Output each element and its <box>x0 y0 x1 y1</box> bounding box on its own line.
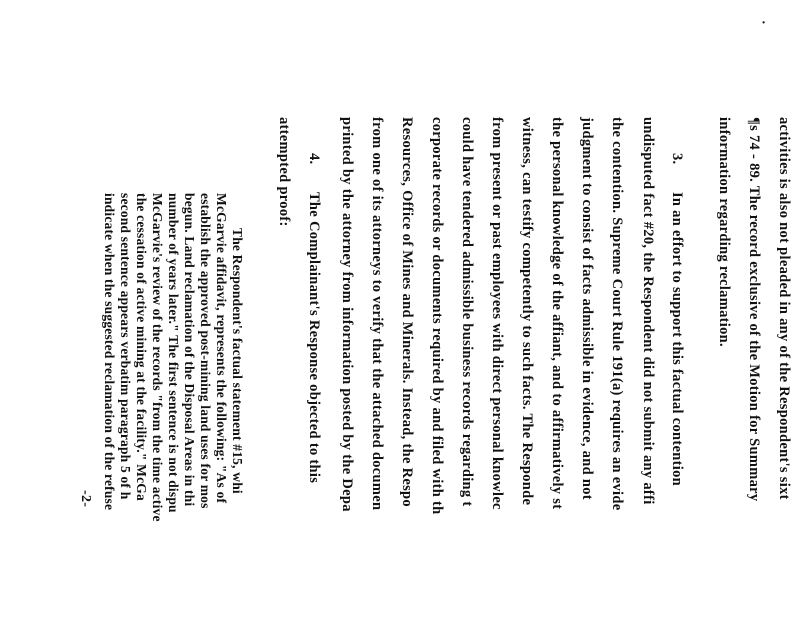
quote-line: begun. Land reclamation of the Disposal Areas in thi <box>182 193 197 507</box>
text-line: from one of its attorneys to verify that the attached documen <box>369 117 385 511</box>
text-line: information regarding reclamation. <box>716 117 732 347</box>
text-line: printed by the attorney from information posted by the Depa <box>339 117 355 512</box>
text-line: from present or past employees with direct personal knowlec <box>489 117 505 510</box>
text-line: judgment to consist of facts admissible in evidence, and not <box>579 117 595 500</box>
page-number: -2- <box>78 490 93 508</box>
quote-line: number of years later." The first sentence is not dispu <box>166 193 181 513</box>
quote-line: indicate when the suggested reclamation of the refuse <box>102 193 117 511</box>
quote-line: McGarvie's review of the records "from the time active <box>150 193 165 522</box>
quote-line: establish the approved post-mining land uses for mos <box>198 193 213 509</box>
text-line: the personal knowledge of the affiant, and to affirmatively st <box>549 117 565 510</box>
text-line: Resources, Office of Mines and Minerals. Instead, the Respo <box>399 117 415 507</box>
text-line: attempted proof: <box>276 117 292 227</box>
quote-line: The Respondent's factual statement #15, whi <box>230 228 245 494</box>
text-line: 4. The Complainant's Response objected to this <box>306 153 322 484</box>
quote-line: the cessation of active mining at the facility." McGa <box>134 193 149 501</box>
scan-speck: · <box>755 20 770 25</box>
quote-line: second sentence appears verbatim paragraph 5 of h <box>118 193 133 500</box>
text-line: activities is also not pleaded in any of the Respondent's sixt <box>776 117 792 500</box>
text-line: ¶s 74 - 89. The record exclusive of the Motion for Summary <box>746 117 762 502</box>
text-line: corporate records or documents required by and filed with th <box>429 117 445 515</box>
text-line: undisputed fact #20, the Respondent did not submit any affi <box>640 117 656 505</box>
text-line: the contention. Supreme Court Rule 191(a) requires an evide <box>609 117 625 511</box>
text-line: 3. In an effort to support this factual contention <box>669 153 685 486</box>
quote-line: McGarvie affidavit, represents the following: "As of <box>214 193 229 504</box>
text-line: could have tendered admissible business records regarding t <box>459 117 475 507</box>
text-line: witness, can testify competently to such facts. The Responde <box>519 117 535 506</box>
